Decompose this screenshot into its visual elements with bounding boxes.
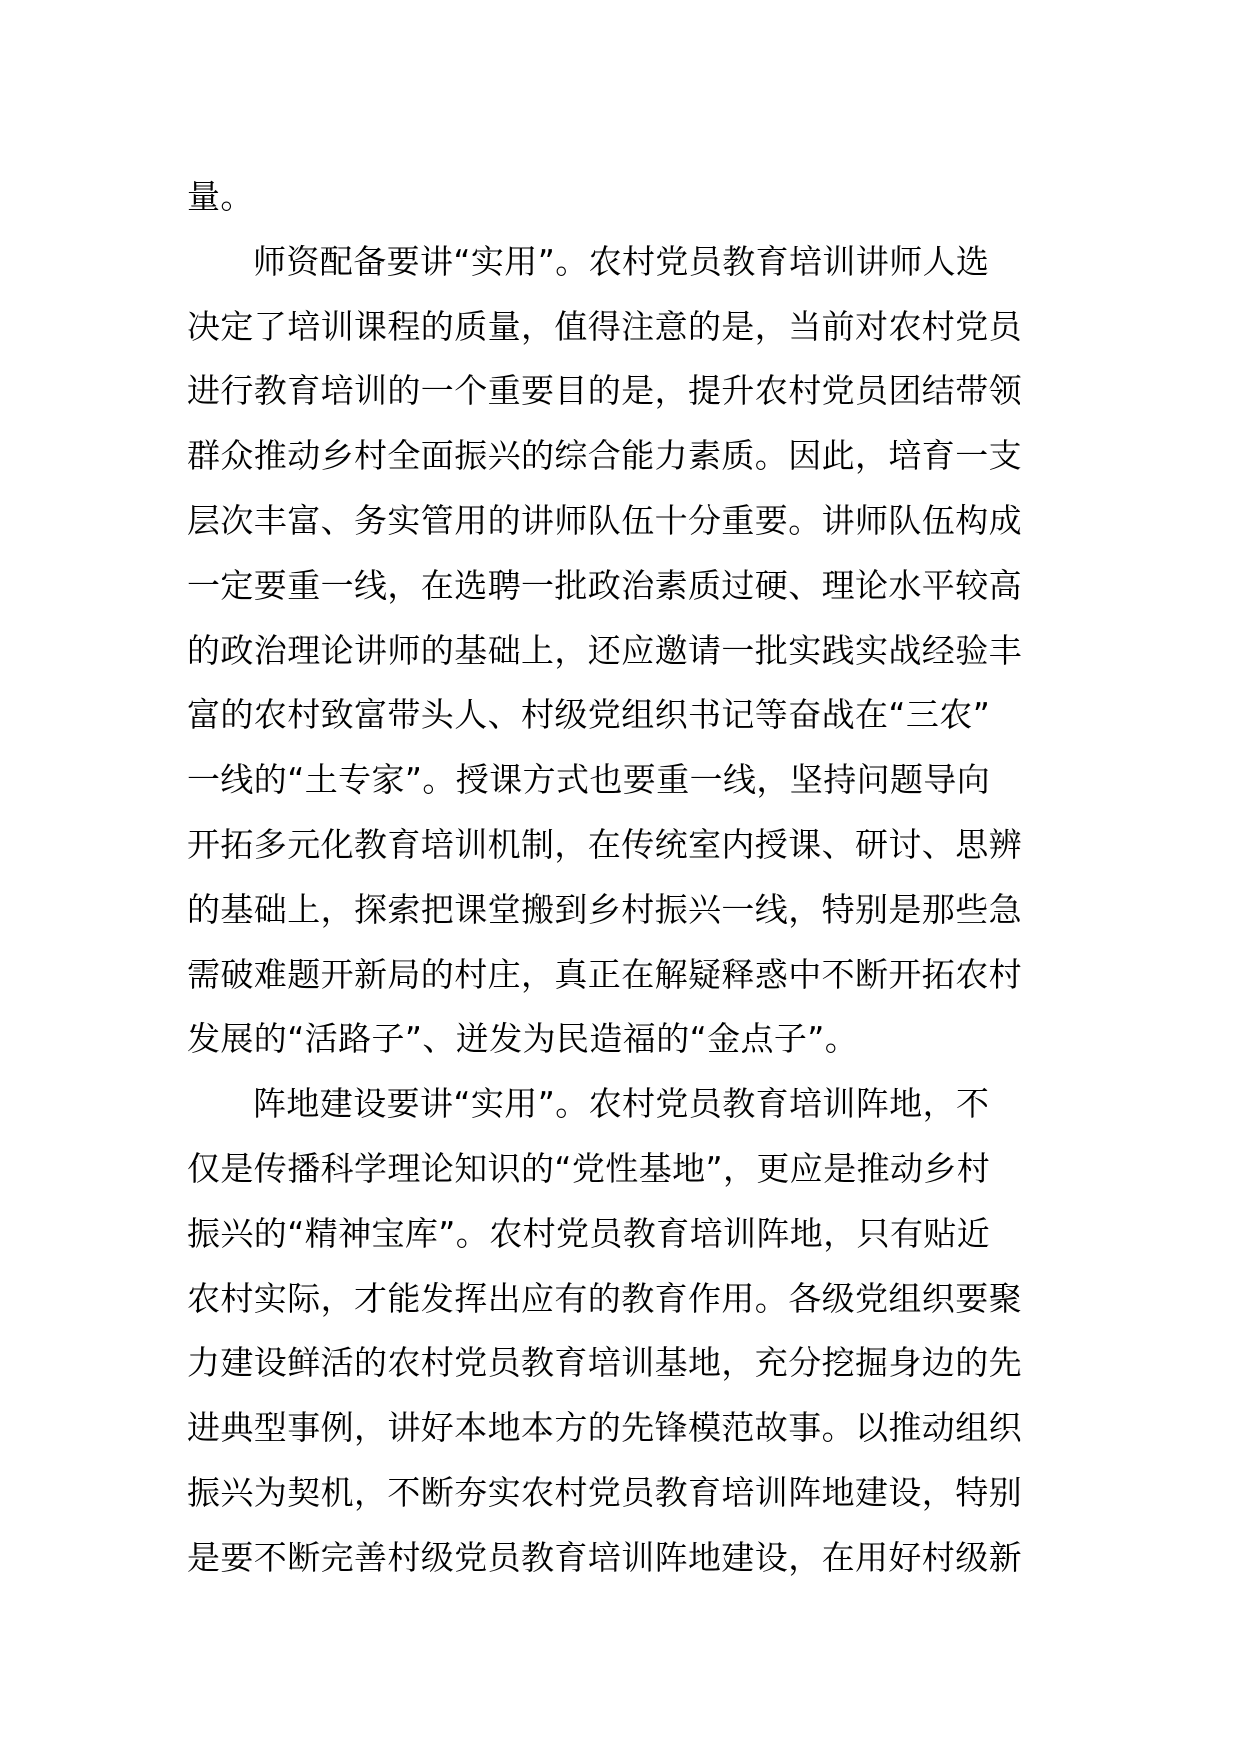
text-line: 量。 [187, 177, 254, 216]
text-line: 一定要重一线，在选聘一批政治素质过硬、理论水平较高 [187, 565, 1022, 605]
text-line: 振兴为契机，不断夯实农村党员教育培训阵地建设，特别 [187, 1472, 1022, 1512]
text-line: 农村实际，才能发挥出应有的教育作用。各级党组织要聚 [187, 1278, 1022, 1318]
text-line: 层次丰富、务实管用的讲师队伍十分重要。讲师队伍构成 [187, 500, 1022, 540]
text-line: 是要不断完善村级党员教育培训阵地建设，在用好村级新 [187, 1537, 1022, 1577]
text-line: 群众推动乡村全面振兴的综合能力素质。因此，培育一支 [187, 436, 1022, 476]
paragraph-first-line: 师资配备要讲“实用”。农村党员教育培训讲师人选 [253, 241, 990, 281]
text-line: 的政治理论讲师的基础上，还应邀请一批实践实战经验丰 [187, 630, 1022, 670]
text-line: 的基础上，探索把课堂搬到乡村振兴一线，特别是那些急 [187, 889, 1022, 929]
text-line: 需破难题开新局的村庄，真正在解疑释惑中不断开拓农村 [187, 954, 1022, 994]
text-line: 振兴的“精神宝库”。农村党员教育培训阵地，只有贴近 [187, 1213, 991, 1253]
text-line: 决定了培训课程的质量，值得注意的是，当前对农村党员 [187, 306, 1022, 346]
text-line: 力建设鲜活的农村党员教育培训基地，充分挖掘身边的先 [187, 1343, 1022, 1383]
text-line: 进行教育培训的一个重要目的是，提升农村党员团结带领 [187, 371, 1022, 411]
text-line: 富的农村致富带头人、村级党组织书记等奋战在“三农” [187, 695, 991, 735]
text-line: 开拓多元化教育培训机制，在传统室内授课、研讨、思辨 [187, 824, 1022, 864]
text-line: 仅是传播科学理论知识的“党性基地”，更应是推动乡村 [187, 1148, 991, 1188]
text-line: 进典型事例，讲好本地本方的先锋模范故事。以推动组织 [187, 1408, 1022, 1448]
paragraph-first-line: 阵地建设要讲“实用”。农村党员教育培训阵地，不 [253, 1084, 990, 1124]
text-line: 发展的“活路子”、迸发为民造福的“金点子”。 [187, 1019, 859, 1059]
text-line: 一线的“土专家”。授课方式也要重一线，坚持问题导向 [187, 760, 991, 800]
body-text [187, 165, 1057, 1591]
